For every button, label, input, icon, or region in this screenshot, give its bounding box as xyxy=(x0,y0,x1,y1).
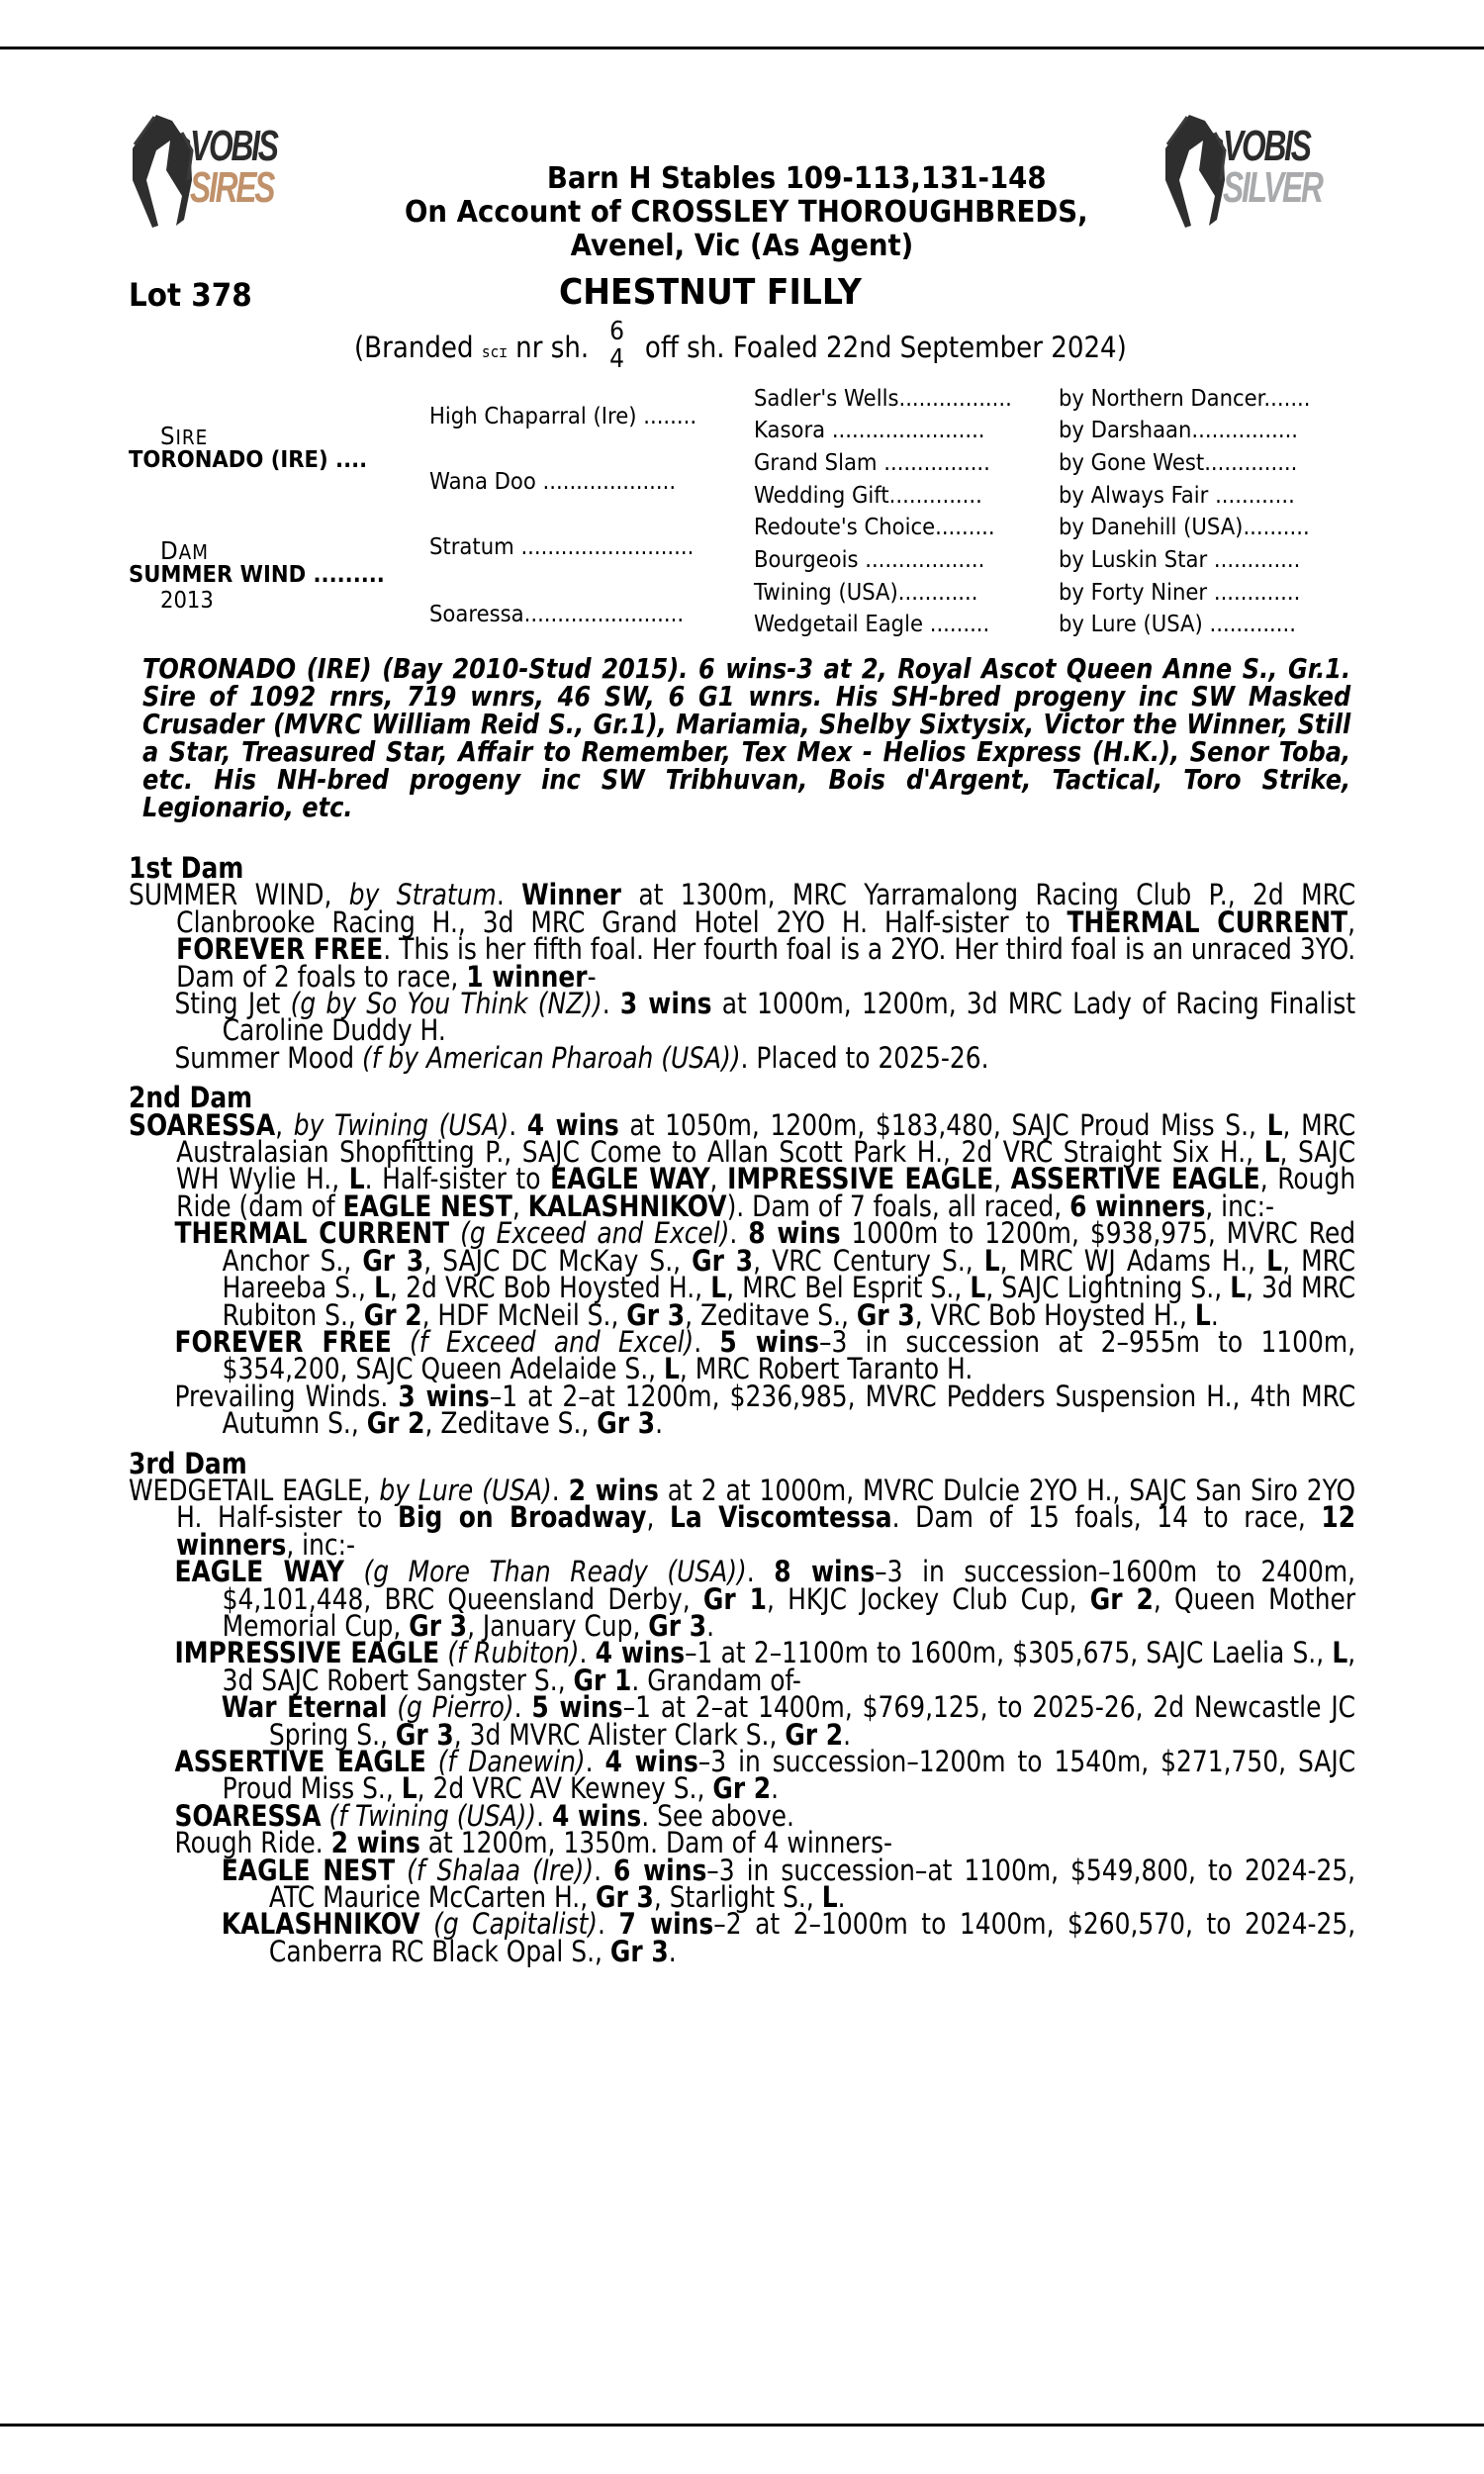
progeny-entry xyxy=(129,1040,1355,1075)
half-sibling: THERMAL CURRENT xyxy=(1067,904,1348,939)
progeny-pedigree: (f by American Pharoah (USA)) xyxy=(361,1040,741,1075)
ggp-name: Kasora ....................... xyxy=(754,418,985,443)
ggp-sire: by Always Fair ............ xyxy=(1059,483,1295,509)
win-count: 8 wins xyxy=(774,1555,876,1589)
progeny-name: EAGLE WAY xyxy=(174,1555,344,1589)
branding-suffix: off sh. Foaled 22nd September 2024) xyxy=(644,331,1127,364)
barn-stables: Barn H Stables 109-113,131-148 xyxy=(546,161,1047,196)
win-count: 2 wins xyxy=(330,1826,420,1860)
dam-lines xyxy=(129,851,1356,1968)
sire-label: SIRE xyxy=(160,422,209,450)
record-text: - xyxy=(587,959,597,994)
progeny-pedigree: (g Exceed and Excel) xyxy=(460,1216,730,1251)
dam-name: SUMMER WIND ......... xyxy=(129,562,385,588)
granddam-paternal: Wana Doo .................... xyxy=(429,469,677,495)
ggp-name: Grand Slam ................ xyxy=(754,450,990,476)
win-count: Winner xyxy=(521,878,621,912)
progeny-name: Summer Mood xyxy=(174,1040,355,1075)
progeny-pedigree: (f Danewin) xyxy=(437,1745,586,1778)
progeny-entry: EAGLE WAY (g More Than Ready (USA)). 8 wins–3 in succession–1600m to 2400m, $4,101,448, BRC Queensland Derby, Gr 1, HKJC Jockey Club Cup, Gr 2, Queen Mother Memorial Cup, Gr 3, January Cup, Gr 3. xyxy=(174,1555,1356,1643)
win-count: 5 wins xyxy=(719,1324,819,1359)
logo-word-vobis: VOBIS xyxy=(1223,122,1310,170)
progeny-name: War Eternal xyxy=(221,1690,388,1725)
win-count: 3 wins xyxy=(398,1379,490,1413)
vobis-silver-logo xyxy=(1159,111,1357,230)
third-dam-heading: 3rd Dam xyxy=(129,1446,247,1480)
progeny-entry: KALASHNIKOV (g Capitalist). 7 wins–2 at 2–1000m to 1400m, $260,570, to 2024-25, Canberra RC Black Opal S., Gr 3. xyxy=(221,1907,1356,1968)
dam-sire: by Stratum xyxy=(348,878,497,912)
sire-label-rest: IRE xyxy=(175,426,209,449)
grandsire-paternal: High Chaparral (Ire) ........ xyxy=(429,404,697,429)
ggp-name: Twining (USA)............ xyxy=(754,580,978,606)
first-dam-record: SUMMER WIND, by Stratum. Winner at 1300m, MRC Yarramalong Racing Club P., 2d MRC Clanbrooke Racing H., 3d MRC Grand Hotel 2YO H. Half-sister to THERMAL CURRENT, FOREVER FREE. This is her fifth foal. Her fourth foal is a 2YO. Her third foal is an unraced 3YO. Dam of 2 foals to race, 1 winner- xyxy=(129,878,1356,994)
progeny-name: SOARESSA xyxy=(174,1798,322,1833)
branding-line xyxy=(354,317,1127,377)
horse-rider-icon xyxy=(1159,111,1229,230)
progeny-pedigree: (f Rubiton) xyxy=(447,1636,580,1670)
progeny-entry: SOARESSA (f Twining (USA)). 4 wins. See above. xyxy=(174,1798,794,1833)
progeny-name: Rough Ride. xyxy=(174,1826,324,1860)
progeny-record: at 1000m, 1200m, 3d MRC Lady of Racing Finalist Caroline Duddy H. xyxy=(222,987,1356,1048)
progeny-entry: Sting Jet (g by So You Think (NZ)). 3 wins at 1000m, 1200m, 3d MRC Lady of Racing Finalist Caroline Duddy H. xyxy=(174,987,1356,1048)
ggp-sire: by Forty Niner ............. xyxy=(1059,580,1301,606)
half-sibling: FOREVER FREE xyxy=(176,932,384,967)
branding-prefix: (Branded xyxy=(354,331,474,364)
fraction-bottom: 4 xyxy=(609,344,624,374)
progeny-name: EAGLE NEST xyxy=(221,1853,396,1887)
progeny-pedigree: (g Pierro) xyxy=(397,1690,514,1725)
win-count: 6 wins xyxy=(613,1853,707,1887)
dam-label-rest: AM xyxy=(178,540,209,564)
ggp-sire: by Gone West.............. xyxy=(1059,450,1298,476)
win-count: 4 wins xyxy=(595,1636,686,1670)
ggp-name: Wedgetail Eagle ......... xyxy=(754,612,990,637)
progeny-pedigree: (g Capitalist) xyxy=(433,1907,599,1942)
progeny-name: FOREVER FREE xyxy=(174,1324,392,1359)
third-dam-record: WEDGETAIL EAGLE, by Lure (USA). 2 wins at 2 at 1000m, MVRC Dulcie 2YO H., SAJC San Siro 2YO H. Half-sister to Big on Broadway, La Viscomtessa. Dam of 15 foals, 14 to race, 12 winners, inc:- xyxy=(129,1473,1356,1562)
consignor-header xyxy=(360,162,1125,263)
record-text: at 1300m, MRC Yarramalong Racing Club P., 2d MRC Clanbrooke Racing H., 3d MRC Grand Hotel 2YO H. Half-sister to xyxy=(176,878,1356,939)
granddam-maternal: Soaressa........................ xyxy=(429,602,685,627)
win-count: 4 wins xyxy=(604,1745,698,1778)
progeny-name: ASSERTIVE EAGLE xyxy=(174,1745,426,1778)
progeny-entry: THERMAL CURRENT (g Exceed and Excel). 8 wins 1000m to 1200m, $938,975, MVRC Red Anchor S., Gr 3, SAJC DC McKay S., Gr 3, VRC Century S., L, MRC WJ Adams H., L, MRC Hareeba S., L, 2d VRC Bob Hoysted H., L, MRC Bel Esprit S., L, SAJC Lightning S., L, 3d MRC Rubiton S., Gr 2, HDF McNeil S., Gr 3, Zeditave S., Gr 3, VRC Bob Hoysted H., L. xyxy=(174,1216,1356,1332)
progeny-entry: War Eternal (g Pierro). 5 wins–1 at 2–at 1400m, $769,125, to 2025-26, 2d Newcastle JC Spring S., Gr 3, 3d MVRC Alister Clark S., Gr 2. xyxy=(221,1690,1356,1752)
progeny-record: . Placed to 2025-26. xyxy=(740,1040,989,1075)
branding-mid: nr sh. xyxy=(515,331,590,364)
ggp-name: Redoute's Choice......... xyxy=(754,515,995,540)
progeny-entry: IMPRESSIVE EAGLE (f Rubiton). 4 wins–1 at 2–1100m to 1600m, $305,675, SAJC Laelia S., L, 3d SAJC Robert Sangster S., Gr 1. Grandam of- xyxy=(174,1636,1356,1697)
progeny-entry: Prevailing Winds. 3 wins–1 at 2–at 1200m, $236,985, MVRC Pedders Suspension H., 4th MRC Autumn S., Gr 2, Zeditave S., Gr 3. xyxy=(174,1379,1356,1441)
dam-name: SUMMER WIND xyxy=(129,878,325,912)
ggp-name: Wedding Gift.............. xyxy=(754,483,982,509)
ggp-sire: by Danehill (USA).......... xyxy=(1059,515,1310,540)
progeny-pedigree: (f Shalaa (Ire)) xyxy=(407,1853,595,1887)
progeny-name: Sting Jet xyxy=(174,987,281,1021)
win-count: 3 wins xyxy=(619,987,712,1021)
ggp-name: Sadler's Wells................. xyxy=(754,386,1012,412)
win-count: 7 wins xyxy=(618,1907,714,1942)
dam-year: 2013 xyxy=(160,588,214,614)
progeny-name: THERMAL CURRENT xyxy=(174,1216,450,1251)
sire-summary: TORONADO (IRE) (Bay 2010-Stud 2015). 6 wins-3 at 2, Royal Ascot Queen Anne S., Gr.1. Sire of 1092 rnrs, 719 wnrs, 46 SW, 6 G1 wnrs. His SH-bred progeny inc SW Masked Crusader (MVRC William Reid S., Gr.1), Mariamia, Shelby Sixtysix, Victor the Winner, Still a Star, Treasured Star, Affair to Remember, Tex Mex - Helios Express (H.K.), Senor Toba, etc. His NH-bred progeny inc SW Tribhuvan, Bois d'Argent, Tactical, Toro Strike, Legionario, etc. xyxy=(142,652,1351,823)
pedigree-table xyxy=(129,386,1355,645)
progeny-name: IMPRESSIVE EAGLE xyxy=(174,1636,440,1670)
progeny-entry: ASSERTIVE EAGLE (f Danewin). 4 wins–3 in succession–1200m to 1540m, $271,750, SAJC Proud Miss S., L, 2d VRC AV Kewney S., Gr 2. xyxy=(174,1745,1356,1806)
record-text: . This is her fifth foal. Her fourth foal is a 2YO. Her third foal is an unraced 3YO. Dam of 2 foals to race, xyxy=(176,932,1356,994)
progeny-pedigree: (g More Than Ready (USA)) xyxy=(363,1555,747,1589)
page-title: CHESTNUT FILLY xyxy=(559,272,862,313)
top-rule xyxy=(0,47,1484,49)
win-count: 8 wins xyxy=(748,1216,841,1251)
progeny-name: KALASHNIKOV xyxy=(221,1907,420,1942)
logo-word-vobis: VOBIS xyxy=(190,122,277,170)
ggp-sire: by Darshaan................ xyxy=(1059,418,1299,443)
winner-count: 1 winner xyxy=(466,959,588,994)
vobis-sires-logo xyxy=(127,111,325,230)
progeny-record: . See above. xyxy=(641,1798,794,1833)
logo-word-sires: SIRES xyxy=(190,163,274,212)
ggp-sire: by Luskin Star ............. xyxy=(1059,547,1301,573)
ggp-name: Bourgeois .................. xyxy=(754,547,985,573)
progeny-pedigree: (g by So You Think (NZ)) xyxy=(290,987,603,1021)
progeny-pedigree: (f Exceed and Excel) xyxy=(410,1324,695,1359)
logo-word-silver: SILVER xyxy=(1223,163,1322,212)
progeny-pedigree: (f Twining (USA)) xyxy=(328,1798,537,1833)
ggp-sire: by Lure (USA) ............. xyxy=(1059,612,1296,637)
bottom-rule xyxy=(0,2424,1484,2426)
progeny-entry: EAGLE NEST (f Shalaa (Ire)). 6 wins–3 in succession–at 1100m, $549,800, to 2024-25, ATC Maurice McCarten H., Gr 3, Starlight S., L. xyxy=(221,1853,1356,1915)
progeny-name: Prevailing Winds. xyxy=(174,1379,389,1413)
win-count: 4 wins xyxy=(551,1798,642,1833)
win-count: 5 wins xyxy=(531,1690,623,1725)
lot-number: Lot 378 xyxy=(129,276,252,314)
horse-rider-icon xyxy=(127,111,196,230)
progeny-entry: FOREVER FREE (f Exceed and Excel). 5 wins–3 in succession at 2–955m to 1100m, $354,200, SAJC Queen Adelaide S., L, MRC Robert Taranto H. xyxy=(174,1324,1356,1386)
brand-fraction xyxy=(609,318,624,373)
second-dam-heading: 2nd Dam xyxy=(129,1081,253,1115)
consignor-location: Avenel, Vic (As Agent) xyxy=(570,229,914,263)
grandsire-maternal: Stratum .......................... xyxy=(429,534,695,560)
sire-name: TORONADO (IRE) .... xyxy=(129,447,368,473)
consignor-name: On Account of CROSSLEY THOROUGHBREDS, xyxy=(404,195,1088,230)
fraction-top: 6 xyxy=(609,317,624,346)
brand-mark: scɪ xyxy=(481,342,508,361)
progeny-record: at 1200m, 1350m. Dam of 4 winners- xyxy=(419,1826,892,1860)
dam-label: DAM xyxy=(160,536,209,565)
first-dam-heading: 1st Dam xyxy=(129,851,244,885)
second-dam-record: SOARESSA, by Twining (USA). 4 wins at 1050m, 1200m, $183,480, SAJC Proud Miss S., L, MRC Australasian Shopfitting P., SAJC Come to Allan Scott Park H., 2d VRC Straight Six H., L, SAJC WH Wylie H., L. Half-sister to EAGLE WAY, IMPRESSIVE EAGLE, ASSERTIVE EAGLE, Rough Ride (dam of EAGLE NEST, KALASHNIKOV). Dam of 7 foals, all raced, 6 winners, inc:- xyxy=(129,1107,1356,1223)
ggp-sire: by Northern Dancer....... xyxy=(1059,386,1311,412)
